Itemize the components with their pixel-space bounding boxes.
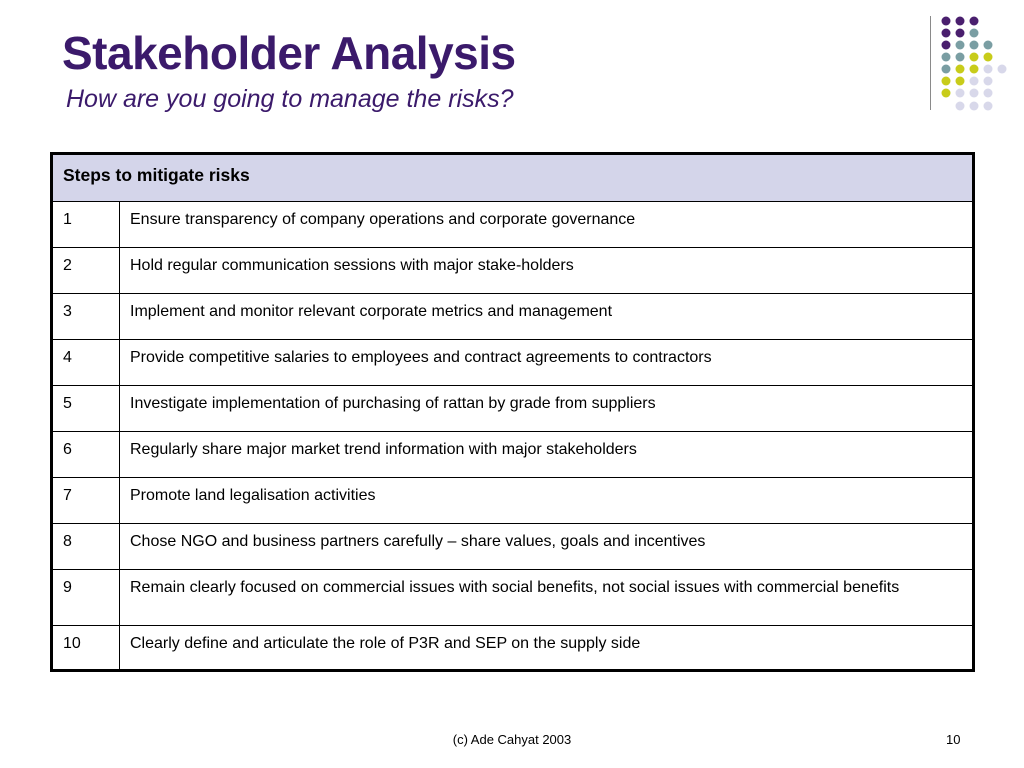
decorative-dot-grid (0, 0, 1024, 130)
row-text: Investigate implementation of purchasing of rattan by grade from suppliers (120, 386, 974, 432)
dot (956, 53, 965, 62)
table-row (52, 340, 974, 386)
risk-mitigation-table (50, 152, 975, 672)
dot (956, 77, 965, 86)
dot (984, 77, 993, 86)
dot (984, 89, 993, 98)
dot (984, 41, 993, 50)
dot (970, 89, 979, 98)
row-number: 9 (52, 570, 120, 626)
row-number: 10 (52, 626, 120, 671)
dot (970, 29, 979, 38)
table-header-row (52, 154, 974, 202)
row-number: 7 (52, 478, 120, 524)
page-number: 10 (946, 732, 961, 747)
dot (970, 102, 979, 111)
footer-copyright: (c) Ade Cahyat 2003 (452, 732, 572, 747)
dot (942, 17, 951, 26)
dot (970, 53, 979, 62)
dot (998, 65, 1007, 74)
table-row (52, 248, 974, 294)
dot (970, 41, 979, 50)
table-row (52, 386, 974, 432)
dot (942, 89, 951, 98)
dot (956, 102, 965, 111)
slide-subtitle: How are you going to manage the risks? (66, 85, 514, 113)
table-row (52, 570, 974, 626)
row-number: 4 (52, 340, 120, 386)
dot (956, 29, 965, 38)
row-text: Provide competitive salaries to employees and contract agreements to contractors (120, 340, 974, 386)
row-number: 5 (52, 386, 120, 432)
dot (942, 29, 951, 38)
table-row (52, 202, 974, 248)
table-row (52, 432, 974, 478)
table-row (52, 524, 974, 570)
row-text: Implement and monitor relevant corporate metrics and management (120, 294, 974, 340)
row-number: 1 (52, 202, 120, 248)
dot (984, 102, 993, 111)
row-text: Chose NGO and business partners carefully – share values, goals and incentives (120, 524, 974, 570)
row-text: Clearly define and articulate the role of P3R and SEP on the supply side (120, 626, 974, 671)
table-header: Steps to mitigate risks (52, 154, 974, 202)
dot (942, 41, 951, 50)
dot (956, 89, 965, 98)
dot (956, 41, 965, 50)
row-number: 2 (52, 248, 120, 294)
row-text: Promote land legalisation activities (120, 478, 974, 524)
dot (970, 77, 979, 86)
table-row (52, 294, 974, 340)
row-number: 8 (52, 524, 120, 570)
row-text: Regularly share major market trend information with major stakeholders (120, 432, 974, 478)
row-text: Hold regular communication sessions with major stake-holders (120, 248, 974, 294)
dot (942, 53, 951, 62)
dot (942, 77, 951, 86)
row-text: Remain clearly focused on commercial issues with social benefits, not social issues with commercial benefits (120, 570, 974, 626)
dot (942, 65, 951, 74)
table-row (52, 626, 974, 671)
row-text: Ensure transparency of company operations and corporate governance (120, 202, 974, 248)
dot (970, 17, 979, 26)
dot (956, 65, 965, 74)
dot (984, 53, 993, 62)
row-number: 3 (52, 294, 120, 340)
slide-title: Stakeholder Analysis (62, 27, 516, 79)
dot (956, 17, 965, 26)
table-row (52, 478, 974, 524)
row-number: 6 (52, 432, 120, 478)
dot (970, 65, 979, 74)
dot (984, 65, 993, 74)
